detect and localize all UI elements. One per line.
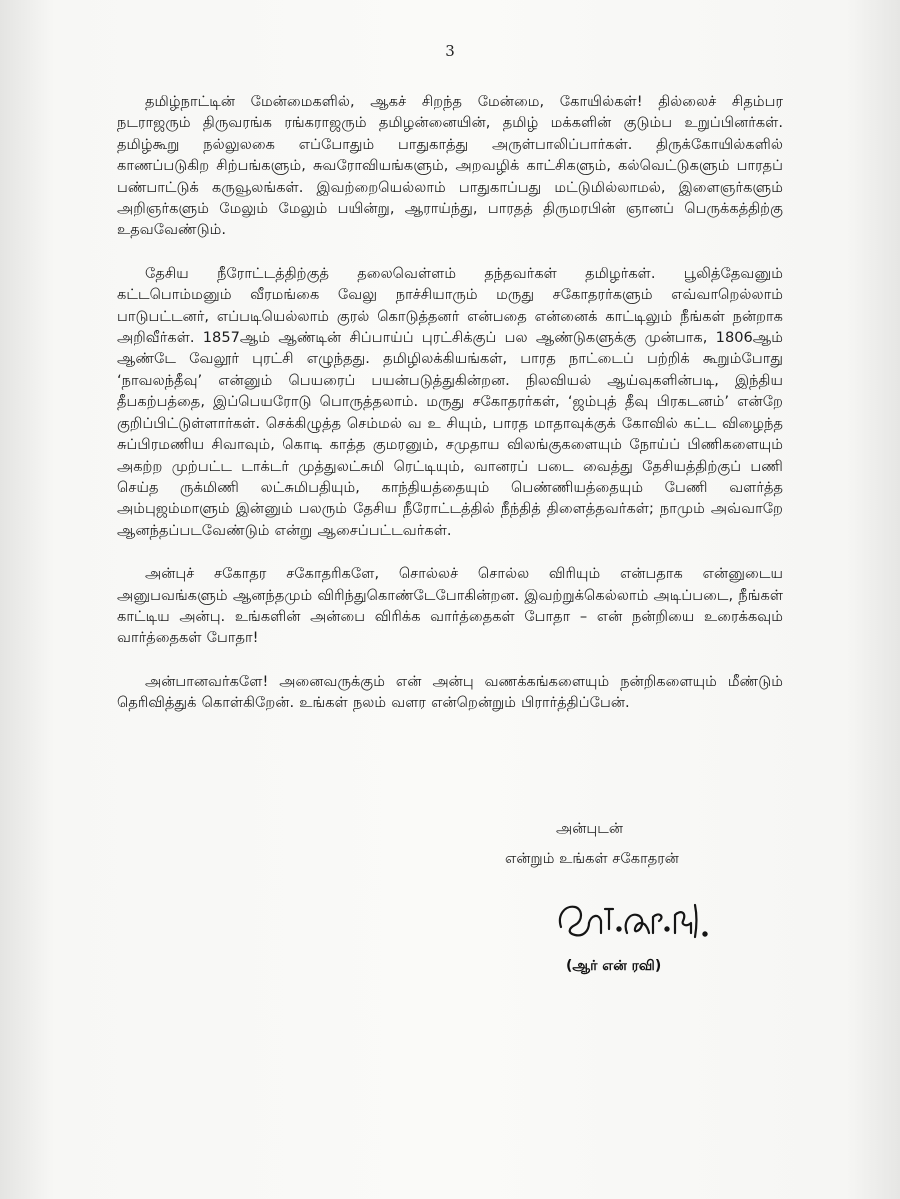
handwritten-signature — [555, 893, 725, 945]
closing-relation: என்றும் உங்கள் சகோதரன் — [505, 850, 679, 867]
page-number: 3 — [445, 42, 455, 60]
paragraph-gratitude: அன்புச் சகோதர சகோதரிகளே, சொல்லச் சொல்ல விரியும் என்பதாக என்னுடைய அனுபவங்களும் ஆனந்தமும் விரிந்துகொண்டேபோகின்றன. இவற்றுக்கெல்லாம் அடிப்படை, நீங்கள் காட்டிய அன்பு. உங்களின் அன்பை விரிக்க வார்த்தைகள் போதா – என் நன்றியை உரைக்கவும் வார்த்தைகள் போதா! — [117, 565, 783, 647]
closing-greeting: அன்புடன் — [556, 820, 623, 837]
signatory-name: (ஆர் என் ரவி) — [566, 958, 662, 974]
paragraph-temples: தமிழ்நாட்டின் மேன்மைகளில், ஆகச் சிறந்த மேன்மை, கோயில்கள்! தில்லைச் சிதம்பர நடராஜரும் திருவரங்க ரங்கராஜரும் தமிழன்னையின், தமிழ் மக்களின் குடும்ப உறுப்பினர்கள். தமிழ்கூறு நல்லுலகை எப்போதும் பாதுகாத்து அருள்பாலிப்பார்கள். திருக்கோயில்களில் காணப்படுகிற சிற்பங்களும், சுவரோவியங்களும், அறவழிக் காட்சிகளும், கல்வெட்டுகளும் பாரதப் பண்பாட்டுக் கருவூலங்கள். இவற்றையெல்லாம் பாதுகாப்பது மட்டுமில்லாமல், இளைஞர்களும் அறிஞர்களும் மேலும் மேலும் பயின்று, ஆராய்ந்து, பாரதத் திருமரபின் ஞானப் பெருக்கத்திற்கு உதவவேண்டும். — [117, 93, 783, 239]
paragraph-national-stream: தேசிய நீரோட்டத்திற்குத் தலைவெள்ளம் தந்தவர்கள் தமிழர்கள். பூலித்தேவனும் கட்டபொம்மனும் வீரமங்கை வேலு நாச்சியாரும் மருது சகோதரர்களும் எவ்வாறெல்லாம் பாடுபட்டனர், எப்படியெல்லாம் குரல் கொடுத்தனர் என்பதை என்னைக் காட்டிலும் நீங்கள் நன்றாக அறிவீர்கள். 1857ஆம் ஆண்டின் சிப்பாய்ப் புரட்சிக்குப் பல ஆண்டுகளுக்கு முன்பாக, 1806ஆம் ஆண்டே வேலூர் புரட்சி எழுந்தது. தமிழிலக்கியங்கள், பாரத நாட்டைப் பற்றிக் கூறும்போது ‘நாவலந்தீவு’ என்னும் பெயரைப் பயன்படுத்துகின்றன. நிலவியல் ஆய்வுகளின்படி, இந்திய தீபகற்பத்தை, இப்பெயரோடு பொருத்தலாம். மருது சகோதரர்கள், ‘ஜம்புத் தீவு பிரகடனம்’ என்றே குறிப்பிட்டுள்ளார்கள். செக்கிழுத்த செம்மல் வ உ சியும், பாரத மாதாவுக்குக் கோவில் கட்ட விழைந்த சுப்பிரமணிய சிவாவும், கொடி காத்த குமரனும், சமுதாய விலங்குகளையும் நோய்ப் பிணிகளையும் அகற்ற முற்பட்ட டாக்டர் முத்துலட்சுமி ரெட்டியும், வானரப் படை வைத்து தேசியத்திற்குப் பணி செய்த ருக்மிணி லட்சுமிபதியும், காந்தியத்தையும் பெண்ணியத்தையும் பேணி வளர்த்த அம்புஜம்மாளும் இன்னும் பலரும் தேசிய நீரோட்டத்தில் நீந்தித் திளைத்தவர்கள்; நாமும் அவ்வாறே ஆனந்தப்படவேண்டும் என்று ஆசைப்பட்டவர்கள். — [117, 264, 783, 539]
letter-body — [117, 91, 783, 736]
paragraph-wishes: அன்பானவர்களே! அனைவருக்கும் என் அன்பு வணக்கங்களையும் நன்றிகளையும் மீண்டும் தெரிவித்துக் கொள்கிறேன். உங்கள் நலம் வளர என்றென்றும் பிரார்த்திப்பேன். — [117, 672, 783, 712]
